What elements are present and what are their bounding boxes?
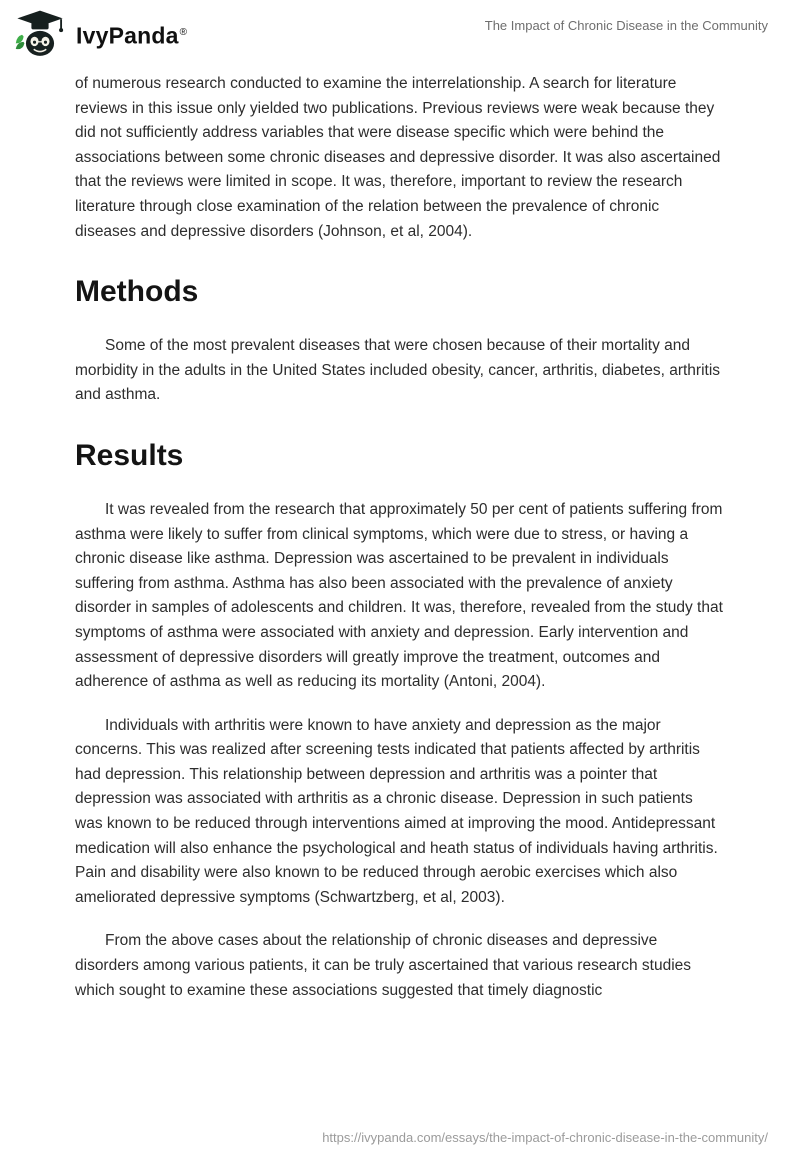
results-paragraph-3: From the above cases about the relationship of chronic diseases and depressive disorders among various patients, it can be truly ascertained that various research studies which sought to examine these associations suggested that timely diagnostic xyxy=(75,932,692,999)
methods-paragraph: Some of the most prevalent diseases that were chosen because of their mortality and morbidity in the adults in the United States included obesity, cancer, arthritis, diabetes, arthritis and asthma. xyxy=(75,337,721,404)
essay-body xyxy=(0,58,800,1003)
document-title: The Impact of Chronic Disease in the Community xyxy=(484,18,768,33)
page-footer xyxy=(322,1130,768,1145)
brand-name: IvyPanda® xyxy=(76,22,188,49)
registered-mark: ® xyxy=(179,27,188,38)
page-header xyxy=(0,0,800,58)
source-url-link[interactable]: https://ivypanda.com/essays/the-impact-of-chronic-disease-in-the-community/ xyxy=(322,1130,768,1145)
results-heading: Results xyxy=(75,438,184,472)
brand-logo-link[interactable] xyxy=(14,8,187,61)
methods-heading: Methods xyxy=(75,275,199,309)
intro-paragraph: of numerous research conducted to examine the interrelationship. A search for literature reviews in this issue only yielded two publications. Previous reviews were weak because they did not sufficiently address variables that were disease specific which were behind the associations between some chronic diseases and depressive disorder. It was also ascertained that the reviews were limited in scope. It was, therefore, important to review the research literature through close examination of the relation between the prevalence of chronic diseases and depressive disorders (Johnson, et al, 2004). xyxy=(75,75,721,240)
results-paragraph-1: It was revealed from the research that approximately 50 per cent of patients suffering from asthma were likely to suffer from clinical symptoms, which were due to stress, or having a chronic disease like asthma. Depression was ascertained to be prevalent in individuals suffering from asthma. Asthma has also been associated with the prevalence of anxiety disorder in samples of adolescents and children. It was, therefore, revealed from the study that symptoms of asthma were associated with anxiety and depression. Early intervention and assessment of depressive disorders will greatly improve the treatment, outcomes and adherence of asthma as well as reducing its mortality (Antoni, 2004). xyxy=(75,500,723,691)
results-paragraph-2: Individuals with arthritis were known to have anxiety and depression as the major concerns. This was realized after screening tests indicated that patients affected by arthritis had depression. This relationship between depression and arthritis was a pointer that depression was associated with arthritis as a chronic disease. Depression in such patients was known to be reduced through interventions aimed at improving the mood. Antidepressant medication will also enhance the psychological and heath status of individuals having arthritis. Pain and disability were also known to be reduced through aerobic exercises which also ameliorated depressive symptoms (Schwartzberg, et al, 2003). xyxy=(75,716,718,906)
ivypanda-logo-icon xyxy=(14,9,66,59)
